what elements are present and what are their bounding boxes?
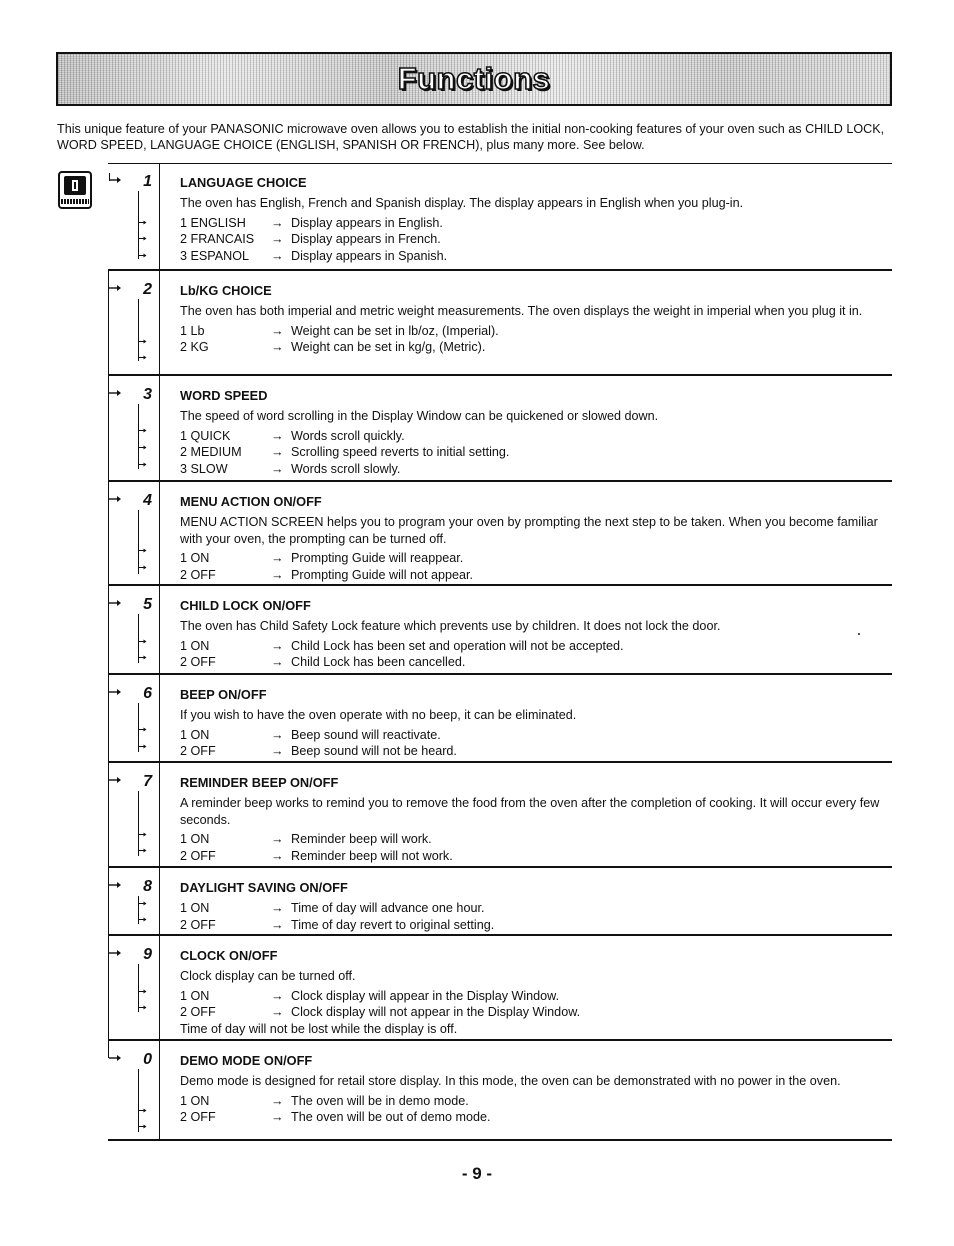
section-description: The oven has Child Safety Lock feature which prevents use by children. It does not lock the door.	[180, 619, 721, 633]
bracket-arrow-icon	[138, 444, 147, 451]
function-section	[108, 163, 892, 271]
bracket-arrow-icon	[138, 354, 147, 361]
option-key: 2 OFF	[180, 1110, 216, 1125]
bracket-arrow-icon	[138, 638, 147, 645]
option-key: 1 ON	[180, 727, 210, 742]
arrow-icon	[108, 388, 122, 398]
option-key: 2 OFF	[180, 655, 216, 670]
option-arrow-icon: →	[271, 462, 284, 477]
option-key: 3 SLOW	[180, 462, 228, 477]
section-number: 4	[143, 492, 152, 509]
section-number: 2	[143, 281, 152, 298]
section-content	[180, 175, 888, 265]
intro-paragraph: This unique feature of your PANASONIC microwave oven allows you to establish the initial non-cooking features of your oven such as CHILD LOCK, WORD SPEED, LANGUAGE CHOICE (ENGLISH, SPANISH OR FRENCH), plus many more. See below.	[57, 122, 885, 152]
section-number: 1	[143, 173, 152, 190]
option-arrow-icon: →	[271, 323, 284, 338]
option-arrow-icon: →	[271, 848, 284, 863]
bracket-arrow-icon	[138, 564, 147, 571]
option-text: Time of day revert to original setting.	[291, 917, 495, 932]
option-text: Beep sound will not be heard.	[291, 744, 457, 759]
option-bracket	[138, 614, 147, 663]
function-section	[108, 586, 892, 675]
function-section	[108, 763, 892, 868]
option-key: 2 OFF	[180, 1005, 216, 1020]
section-note: Time of day will not be lost while the display is off.	[180, 1022, 458, 1037]
margin-mark	[858, 633, 860, 635]
option-arrow-icon: →	[271, 215, 284, 230]
option-text: The oven will be in demo mode.	[291, 1093, 469, 1108]
option-key: 2 FRANCAIS	[180, 232, 255, 247]
section-heading: MENU ACTION ON/OFF	[180, 494, 322, 509]
option-text: The oven will be out of demo mode.	[291, 1110, 491, 1125]
option-text: Child Lock has been set and operation will not be accepted.	[291, 638, 624, 653]
section-content	[180, 494, 888, 584]
option-arrow-icon: →	[271, 551, 284, 565]
function-section	[108, 271, 892, 376]
section-heading: DEMO MODE ON/OFF	[180, 1053, 313, 1068]
option-row	[180, 428, 888, 445]
option-text: Clock display will not appear in the Display Window.	[291, 1005, 581, 1020]
option-text: Time of day will advance one hour.	[291, 901, 485, 915]
option-arrow-icon: →	[271, 917, 284, 932]
option-text: Display appears in French.	[291, 232, 441, 247]
function-section	[108, 1041, 892, 1140]
section-description: Demo mode is designed for retail store display. In this mode, the oven can be demonstrated with no power in the oven.	[180, 1074, 841, 1088]
option-key: 1 QUICK	[180, 428, 231, 443]
option-text: Display appears in English.	[291, 215, 443, 230]
section-content	[180, 283, 888, 356]
option-row	[180, 848, 888, 865]
option-arrow-icon: →	[271, 428, 284, 443]
option-key: 1 Lb	[180, 323, 205, 338]
bracket-arrow-icon	[138, 461, 147, 468]
option-text: Clock display will appear in the Display Window.	[291, 988, 560, 1003]
option-arrow-icon: →	[271, 727, 284, 742]
bracket-arrow-icon	[138, 252, 147, 259]
bracket-arrow-icon	[138, 743, 147, 750]
option-arrow-icon: →	[271, 249, 284, 264]
section-number: 9	[143, 946, 152, 963]
option-bracket	[138, 191, 147, 259]
option-key: 1 ENGLISH	[180, 215, 246, 230]
option-arrow-icon: →	[271, 340, 284, 355]
option-bracket	[138, 510, 147, 574]
option-arrow-icon: →	[271, 832, 284, 846]
bracket-arrow-icon	[138, 1123, 147, 1130]
option-row	[180, 831, 888, 848]
option-key: 2 OFF	[180, 567, 216, 582]
section-content	[180, 598, 888, 671]
option-key: 2 OFF	[180, 917, 216, 932]
arrow-icon	[108, 283, 122, 293]
option-bracket	[138, 896, 147, 924]
arrow-icon	[108, 598, 122, 608]
option-row	[180, 215, 888, 232]
option-text: Weight can be set in lb/oz, (Imperial).	[291, 323, 499, 338]
section-description: The oven has English, French and Spanish display. The display appears in English when you plug-in.	[180, 196, 744, 210]
option-key: 2 OFF	[180, 744, 216, 759]
section-number: 3	[143, 386, 152, 403]
option-row	[180, 917, 888, 934]
option-key: 1 ON	[180, 901, 210, 915]
section-description: The speed of word scrolling in the Display Window can be quickened or slowed down.	[180, 409, 659, 423]
option-row	[180, 988, 888, 1005]
option-row	[180, 323, 888, 340]
option-row	[180, 550, 888, 567]
option-bracket	[138, 791, 147, 856]
option-key: 2 OFF	[180, 848, 216, 863]
option-arrow-icon: →	[271, 901, 284, 915]
section-content	[180, 388, 888, 478]
function-section	[108, 376, 892, 482]
bracket-arrow-icon	[138, 847, 147, 854]
option-row	[180, 1004, 888, 1021]
option-row	[180, 339, 888, 356]
option-row	[180, 461, 888, 478]
option-key: 1 ON	[180, 1093, 210, 1108]
section-content	[180, 1053, 888, 1126]
bracket-arrow-icon	[138, 427, 147, 434]
option-key: 2 KG	[180, 340, 209, 355]
section-number: 5	[143, 596, 152, 613]
option-arrow-icon: →	[271, 988, 284, 1003]
option-text: Prompting Guide will not appear.	[291, 567, 474, 582]
option-text: Prompting Guide will reappear.	[291, 551, 464, 565]
option-text: Weight can be set in kg/g, (Metric).	[291, 340, 486, 355]
section-description: A reminder beep works to remind you to remove the food from the oven after the completion of cooking. It will occur every few seconds.	[180, 796, 880, 827]
option-row	[180, 900, 888, 917]
option-row	[180, 638, 888, 655]
bottom-rule	[108, 1139, 892, 1141]
option-bracket	[138, 703, 147, 752]
option-row	[180, 727, 888, 744]
section-description: Clock display can be turned off.	[180, 969, 356, 983]
option-key: 1 ON	[180, 832, 210, 846]
section-heading: DAYLIGHT SAVING ON/OFF	[180, 880, 348, 895]
arrow-icon	[108, 494, 122, 504]
section-heading: WORD SPEED	[180, 388, 268, 403]
section-heading: CHILD LOCK ON/OFF	[180, 598, 311, 613]
functions-banner	[56, 52, 892, 106]
section-content	[180, 775, 888, 865]
bracket-arrow-icon	[138, 654, 147, 661]
option-text: Words scroll quickly.	[291, 428, 405, 443]
function-section	[108, 675, 892, 763]
bracket-arrow-icon	[138, 726, 147, 733]
option-arrow-icon: →	[271, 1093, 284, 1108]
option-arrow-icon: →	[271, 567, 284, 582]
option-row	[180, 248, 888, 265]
arrow-icon	[108, 1053, 122, 1063]
arrow-icon	[108, 687, 122, 697]
section-heading: LANGUAGE CHOICE	[180, 175, 307, 190]
arrow-icon	[108, 948, 122, 958]
option-key: 3 ESPANOL	[180, 249, 250, 264]
bracket-arrow-icon	[138, 338, 147, 345]
section-content	[180, 880, 888, 934]
section-heading: BEEP ON/OFF	[180, 687, 267, 702]
option-text: Display appears in Spanish.	[291, 249, 448, 264]
option-row	[180, 444, 888, 461]
option-key: 1 ON	[180, 988, 210, 1003]
arrow-icon	[108, 775, 122, 785]
section-content	[180, 687, 888, 760]
option-row	[180, 654, 888, 671]
arrow-icon	[108, 175, 122, 185]
bracket-arrow-icon	[138, 831, 147, 838]
page-title: Functions	[397, 61, 551, 96]
bracket-arrow-icon	[138, 547, 147, 554]
option-text: Beep sound will reactivate.	[291, 727, 441, 742]
option-arrow-icon: →	[271, 1110, 284, 1125]
section-description: MENU ACTION SCREEN helps you to program your oven by prompting the next step to be taken. When you become familiar with your oven, the prompting can be turned off.	[180, 515, 878, 546]
section-number: 6	[143, 685, 152, 702]
option-text: Reminder beep will not work.	[291, 848, 453, 863]
section-heading: CLOCK ON/OFF	[180, 948, 278, 963]
option-row	[180, 231, 888, 248]
option-key: 2 MEDIUM	[180, 445, 242, 460]
section-heading: REMINDER BEEP ON/OFF	[180, 775, 339, 790]
section-description: If you wish to have the oven operate with no beep, it can be eliminated.	[180, 708, 577, 722]
option-bracket	[138, 299, 147, 361]
flow-connector	[108, 866, 109, 936]
option-arrow-icon: →	[271, 638, 284, 653]
section-description: The oven has both imperial and metric weight measurements. The oven displays the weight in imperial when you plug it in.	[180, 304, 863, 318]
section-content	[180, 948, 888, 1038]
section-number: 0	[143, 1051, 152, 1068]
bracket-arrow-icon	[138, 988, 147, 995]
function-section	[108, 482, 892, 586]
arrow-icon	[108, 880, 122, 890]
option-bracket	[138, 1069, 147, 1132]
option-arrow-icon: →	[271, 744, 284, 759]
section-number: 7	[143, 773, 152, 790]
option-row	[180, 1093, 888, 1110]
section-heading: Lb/KG CHOICE	[180, 283, 272, 298]
option-bracket	[138, 404, 147, 469]
option-text: Reminder beep will work.	[291, 832, 432, 846]
function-section	[108, 868, 892, 936]
bracket-arrow-icon	[138, 916, 147, 923]
section-number: 8	[143, 878, 152, 895]
option-key: 1 ON	[180, 638, 210, 653]
option-row	[180, 743, 888, 760]
function-key-icon	[58, 171, 92, 209]
option-arrow-icon: →	[271, 232, 284, 247]
function-section	[108, 936, 892, 1041]
option-bracket	[138, 964, 147, 1012]
option-text: Scrolling speed reverts to initial setting.	[291, 445, 510, 460]
option-row	[180, 1109, 888, 1126]
option-text: Child Lock has been cancelled.	[291, 655, 466, 670]
option-key: 1 ON	[180, 551, 210, 565]
option-text: Words scroll slowly.	[291, 462, 401, 477]
page-number: - 9 -	[461, 1164, 493, 1183]
option-arrow-icon: →	[271, 445, 284, 460]
option-row	[180, 567, 888, 584]
bracket-arrow-icon	[138, 900, 147, 907]
bracket-arrow-icon	[138, 219, 147, 226]
bracket-arrow-icon	[138, 235, 147, 242]
bracket-arrow-icon	[138, 1004, 147, 1011]
bracket-arrow-icon	[138, 1107, 147, 1114]
option-arrow-icon: →	[271, 1005, 284, 1020]
option-arrow-icon: →	[271, 655, 284, 670]
